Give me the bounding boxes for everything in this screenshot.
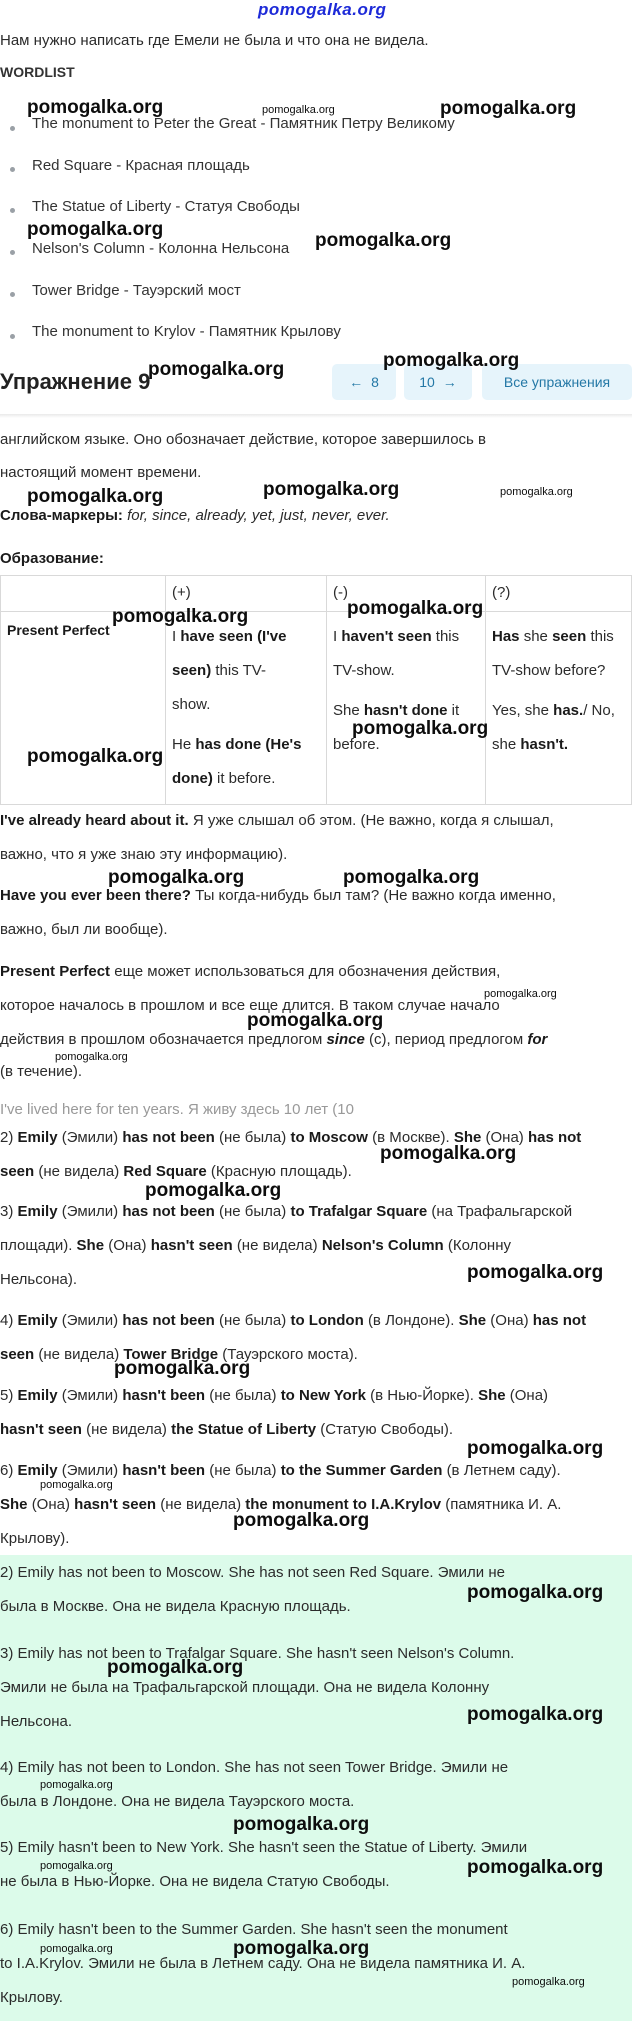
bullet-icon bbox=[10, 292, 15, 297]
watermark: pomogalka.org bbox=[27, 97, 164, 118]
answer-4: 4) Emily (Эмили) has not been (не была) to London (в Лондоне). She (Она) has not bbox=[0, 1312, 587, 1329]
watermark: pomogalka.org bbox=[467, 1857, 604, 1878]
table-cell-question: Has she seen this TV-show before? Yes, she has./ No, she hasn't. bbox=[486, 612, 632, 805]
pp-explanation-line3: действия в прошлом обозначается предлогом since (с), период предлогом for bbox=[0, 1031, 548, 1048]
watermark: pomogalka.org bbox=[263, 479, 400, 500]
answer-4-line2: seen (не видела) Tower Bridge (Тауэрского моста). bbox=[0, 1346, 358, 1363]
watermark-top: pomogalka.org bbox=[258, 0, 387, 19]
list-item: The monument to Krylov - Памятник Крылову bbox=[32, 323, 341, 340]
answer-3-line2: площади). She (Она) hasn't seen (не видела) Nelson's Column (Колонну bbox=[0, 1237, 511, 1254]
watermark-small: pomogalka.org bbox=[40, 1779, 113, 1791]
watermark-small: pomogalka.org bbox=[262, 104, 335, 116]
answer-5: 5) Emily (Эмили) hasn't been (не была) to New York (в Нью-Йорке). She (Она) bbox=[0, 1387, 549, 1404]
watermark: pomogalka.org bbox=[145, 1180, 282, 1201]
watermark: pomogalka.org bbox=[233, 1510, 370, 1531]
watermark: pomogalka.org bbox=[467, 1582, 604, 1603]
watermark: pomogalka.org bbox=[467, 1438, 604, 1459]
clipped-line: I've lived here for ten years. Я живу здесь 10 лет (10 bbox=[0, 1101, 354, 1118]
example-1: I've already heard about it. Я уже слышал об этом. (Не важно, когда я слышал, bbox=[0, 812, 554, 829]
plain-answer-line: Крылову. bbox=[0, 1989, 63, 2006]
table-header-question: (?) bbox=[486, 576, 632, 612]
exercise-title: Упражнение 9 bbox=[0, 369, 151, 394]
example-1-line2: важно, что я уже знаю эту информацию). bbox=[0, 846, 288, 863]
watermark-small: pomogalka.org bbox=[512, 1976, 585, 1988]
watermark: pomogalka.org bbox=[27, 746, 164, 767]
plain-answer-line: была в Лондоне. Она не видела Тауэрского моста. bbox=[0, 1793, 355, 1810]
watermark: pomogalka.org bbox=[315, 230, 452, 251]
table-header-minus: (-) bbox=[327, 576, 486, 612]
formation-label: Образование: bbox=[0, 550, 104, 567]
watermark: pomogalka.org bbox=[380, 1143, 517, 1164]
present-perfect-table bbox=[0, 575, 632, 805]
plain-answer-line: не была в Нью-Йорке. Она не видела Статую Свободы. bbox=[0, 1873, 390, 1890]
plain-answer-line: 4) Emily has not been to London. She has not seen Tower Bridge. Эмили не bbox=[0, 1759, 509, 1776]
watermark-small: pomogalka.org bbox=[500, 486, 573, 498]
theory-line: английском языке. Оно обозначает действие, которое завершилось в bbox=[0, 431, 486, 448]
watermark: pomogalka.org bbox=[247, 1010, 384, 1031]
table-cell-minus: I haven't seen this TV-show. She hasn't done it before. bbox=[327, 612, 486, 805]
watermark: pomogalka.org bbox=[352, 718, 489, 739]
watermark: pomogalka.org bbox=[343, 867, 480, 888]
arrow-right-icon: → bbox=[442, 374, 457, 390]
answer-2: 2) Emily (Эмили) has not been (не была) to Moscow (в Москве). She (Она) has not bbox=[0, 1129, 582, 1146]
list-item: Nelson's Column - Колонна Нельсона bbox=[32, 240, 290, 257]
plain-answer-line: 3) Emily has not been to Trafalgar Square. She hasn't seen Nelson's Column. bbox=[0, 1645, 515, 1662]
intro-text: Нам нужно написать где Емели не была и что она не видела. bbox=[0, 32, 429, 49]
watermark: pomogalka.org bbox=[233, 1938, 370, 1959]
list-item: The Statue of Liberty - Статуя Свободы bbox=[32, 198, 300, 215]
all-exercises-label: Все упражнения bbox=[503, 374, 611, 390]
pp-explanation-line2: которое началось в прошлом и все еще длится. В таком случае начало bbox=[0, 997, 500, 1014]
watermark-small: pomogalka.org bbox=[484, 988, 557, 1000]
watermark: pomogalka.org bbox=[27, 219, 164, 240]
plain-answer-line: 5) Emily hasn't been to New York. She hasn't seen the Statue of Liberty. Эмили bbox=[0, 1839, 528, 1856]
watermark: pomogalka.org bbox=[114, 1358, 251, 1379]
answer-3-line3: Нельсона). bbox=[0, 1271, 78, 1288]
theory-line: настоящий момент времени. bbox=[0, 464, 202, 481]
markers-label: Слова-маркеры: bbox=[0, 507, 123, 524]
bullet-icon bbox=[10, 126, 15, 131]
wordlist-title: WORDLIST bbox=[0, 64, 75, 80]
answer-6-line2: She (Она) hasn't seen (не видела) the monument to I.A.Krylov (памятника И. А. bbox=[0, 1496, 562, 1513]
bullet-icon bbox=[10, 334, 15, 339]
watermark: pomogalka.org bbox=[27, 486, 164, 507]
table-header-plus: (+) bbox=[166, 576, 327, 612]
watermark: pomogalka.org bbox=[440, 98, 577, 119]
watermark: pomogalka.org bbox=[347, 598, 484, 619]
watermark: pomogalka.org bbox=[112, 606, 249, 627]
watermark-small: pomogalka.org bbox=[40, 1479, 113, 1491]
plain-answer-line: to I.A.Krylov. Эмили не была в Летнем саду. Она не видела памятника И. А. bbox=[0, 1955, 526, 1972]
answer-6-line3: Крылову). bbox=[0, 1530, 70, 1547]
answer-5-line2: hasn't seen (не видела) the Statue of Liberty (Статую Свободы). bbox=[0, 1421, 454, 1438]
arrow-left-icon: ← bbox=[349, 374, 364, 390]
bullet-icon bbox=[10, 167, 15, 172]
markers-line bbox=[0, 506, 390, 526]
bullet-icon bbox=[10, 208, 15, 213]
watermark-small: pomogalka.org bbox=[40, 1860, 113, 1872]
list-item: Tower Bridge - Тауэрский мост bbox=[32, 282, 241, 299]
example-2: Have you ever been there? Ты когда-нибудь был там? (Не важно когда именно, bbox=[0, 887, 556, 904]
plain-answer-line: была в Москве. Она не видела Красную площадь. bbox=[0, 1598, 351, 1615]
table-row-label: Present Perfect bbox=[1, 612, 166, 805]
plain-answer-line: Эмили не была на Трафальгарской площади. Она не видела Колонну bbox=[0, 1679, 490, 1696]
watermark: pomogalka.org bbox=[467, 1262, 604, 1283]
plain-answer-line: 2) Emily has not been to Moscow. She has not seen Red Square. Эмили не bbox=[0, 1564, 505, 1581]
watermark: pomogalka.org bbox=[107, 1657, 244, 1678]
pp-explanation-line4: (в течение). bbox=[0, 1063, 83, 1080]
answer-2-line2: seen (не видела) Red Square (Красную площадь). bbox=[0, 1163, 352, 1180]
example-2-line2: важно, был ли вообще). bbox=[0, 921, 168, 938]
list-item: Red Square - Красная площадь bbox=[32, 157, 250, 174]
list-item: The monument to Peter the Great - Памятник Петру Великому bbox=[32, 115, 455, 132]
markers-values: for, since, already, yet, just, never, ever. bbox=[127, 507, 390, 524]
bullet-icon bbox=[10, 250, 15, 255]
watermark-small: pomogalka.org bbox=[40, 1943, 113, 1955]
header-shadow bbox=[0, 414, 632, 418]
watermark: pomogalka.org bbox=[108, 867, 245, 888]
watermark-small: pomogalka.org bbox=[55, 1051, 128, 1063]
watermark: pomogalka.org bbox=[383, 350, 520, 371]
watermark: pomogalka.org bbox=[467, 1704, 604, 1725]
table-cell-plus: I have seen (I've seen) this TV- show. He has done (He's done) it before. bbox=[166, 612, 327, 805]
next-exercise-label: 10 bbox=[419, 374, 435, 390]
answer-3: 3) Emily (Эмили) has not been (не была) to Trafalgar Square (на Трафальгарской bbox=[0, 1203, 573, 1220]
plain-answer-line: Нельсона. bbox=[0, 1713, 73, 1730]
watermark: pomogalka.org bbox=[233, 1814, 370, 1835]
plain-answer-line: 6) Emily hasn't been to the Summer Garden. She hasn't seen the monument bbox=[0, 1921, 508, 1938]
answer-6: 6) Emily (Эмили) hasn't been (не была) to the Summer Garden (в Летнем саду). bbox=[0, 1462, 561, 1479]
watermark: pomogalka.org bbox=[148, 359, 285, 380]
pp-explanation: Present Perfect еще может использоваться для обозначения действия, bbox=[0, 963, 501, 980]
prev-exercise-label: 8 bbox=[371, 374, 379, 390]
